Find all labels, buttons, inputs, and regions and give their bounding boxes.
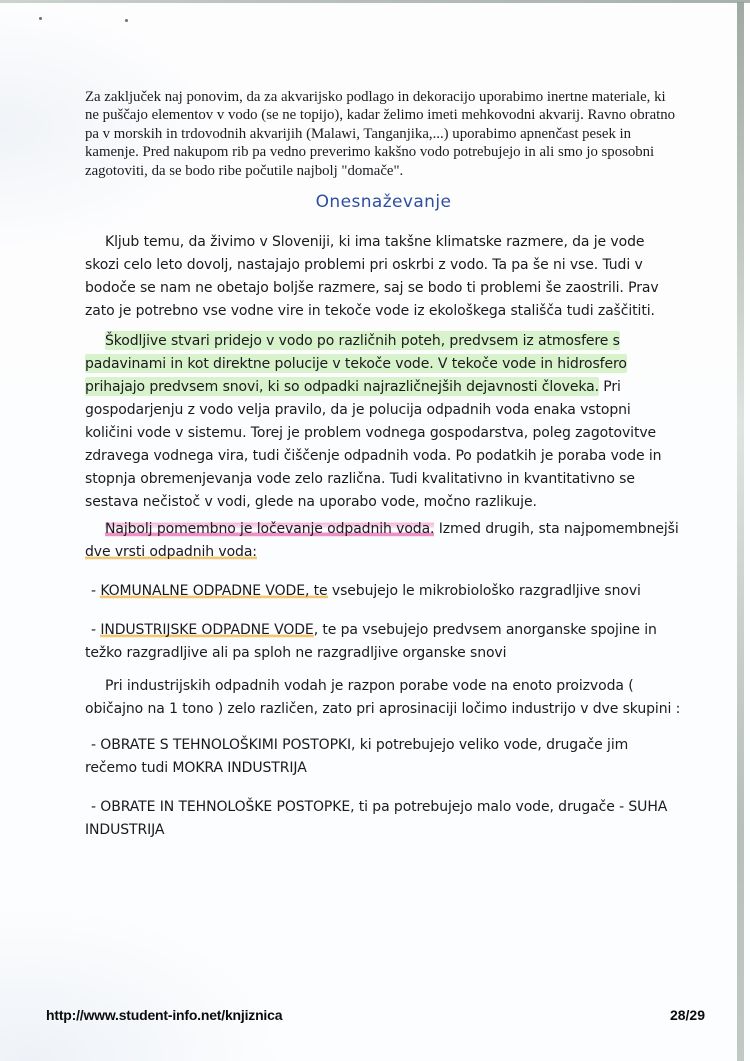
paragraph [85, 330, 682, 514]
paragraph [85, 231, 682, 323]
scan-speck [125, 19, 128, 22]
list-item [85, 580, 682, 603]
section-heading: Onesnaževanje [315, 192, 452, 213]
page-number: 28/29 [669, 1007, 705, 1023]
footer-url: http://www.student-info.net/knjiznica [46, 1007, 283, 1023]
scan-edge-right [737, 2, 744, 1061]
highlight-yellow-text: INDUSTRIJSKE ODPADNE VODE [100, 622, 314, 639]
text-segment: - [91, 583, 101, 600]
text-segment: - OBRATE S TEHNOLOŠKIMI POSTOPKI, ki potrebujejo veliko vode, drugače jim rečemo tudi MOKRA INDUSTRIJA [85, 737, 629, 777]
intro-paragraph: Za zaključek naj ponovim, da za akvarijsko podlago in dekoracijo uporabimo inertne materiale, ki ne puščajo elementov v vodo (se ne topijo), kadar želimo imeti mehkovodni akvarij. Ravno obratno pa v morskih in trdovodnih akvarijih (Malawi, Tanganjika,...) uporabimo apnenčast pesek in kamenje. Pred nakupom rib pa vedno preverimo kakšno vodo potrebujejo in ali smo jo sposobni zagotoviti, da se bodo ribe počutile najbolj "domače". [85, 89, 676, 179]
list-item [85, 796, 682, 842]
scan-speck [39, 17, 42, 20]
text-segment: Pri gospodarjenju z vodo velja pravilo, da je polucija odpadnih voda enaka vstopni količini vode v sistemu. Torej je problem vodnega gospodarstva, poleg zagotovitve zdravega vodnega vira, tudi čiščenje odpadnih voda. Po podatkih je poraba vode in stopnja obremenjevanja vode zelo različna. Tudi kvalitativno in kvantitativno se sestava nečistoč v vodi, glede na uporabo vode, močno razlikuje. [85, 379, 662, 511]
document-content [85, 88, 682, 856]
highlight-pink-text: Najbolj pomembno je ločevanje odpadnih voda. [105, 521, 435, 538]
text-segment: Pri industrijskih odpadnih vodah je razpon porabe vode na enoto proizvoda ( običajno na 1 tono ) zelo različen, zato pri aprosinaciji ločimo industrijo v dve skupini : [85, 678, 681, 718]
text-segment: - OBRATE IN TEHNOLOŠKE POSTOPKE, ti pa potrebujejo malo vode, drugače - SUHA INDUSTRIJA [85, 799, 668, 839]
document-blocks [85, 231, 682, 842]
text-segment: vsebujejo le mikrobiološko razgradljive snovi [327, 583, 641, 600]
paragraph [85, 518, 682, 564]
list-item [85, 734, 682, 780]
text-segment: , te pa vsebujejo predvsem anorganske spojine in težko razgradljive ali pa sploh ne razgradljive organske snovi [85, 622, 657, 662]
highlight-yellow-text: dve vrsti odpadnih voda: [85, 544, 257, 561]
text-segment: Kljub temu, da živimo v Sloveniji, ki ima takšne klimatske razmere, da je vode skozi celo leto dovolj, nastajajo problemi pri oskrbi z vodo. Ta pa še ni vse. Tudi v bodoče se nam ne obetajo boljše razmere, saj se bodo ti problemi še zaostrili. Prav zato je potrebno vse vodne vire in tekoče vode iz ekološkega stališča tudi zaščititi. [85, 234, 659, 320]
text-segment: Izmed drugih, sta najpomembnejši [434, 521, 679, 538]
scan-edge-top [0, 0, 750, 3]
highlight-green-text: Škodljive stvari pridejo v vodo po različnih poteh, predvsem iz atmosfere s padavinami in kot direktne polucije v tekoče vode. V tekoče vode in hidrosfero prihajajo predvsem snovi, ki so odpadki najrazličnejših dejavnosti človeka. [85, 333, 627, 396]
highlight-yellow-text: KOMUNALNE ODPADNE VODE, te [100, 583, 328, 600]
list-item [85, 619, 682, 665]
paragraph [85, 675, 682, 721]
text-segment: - [91, 622, 101, 639]
